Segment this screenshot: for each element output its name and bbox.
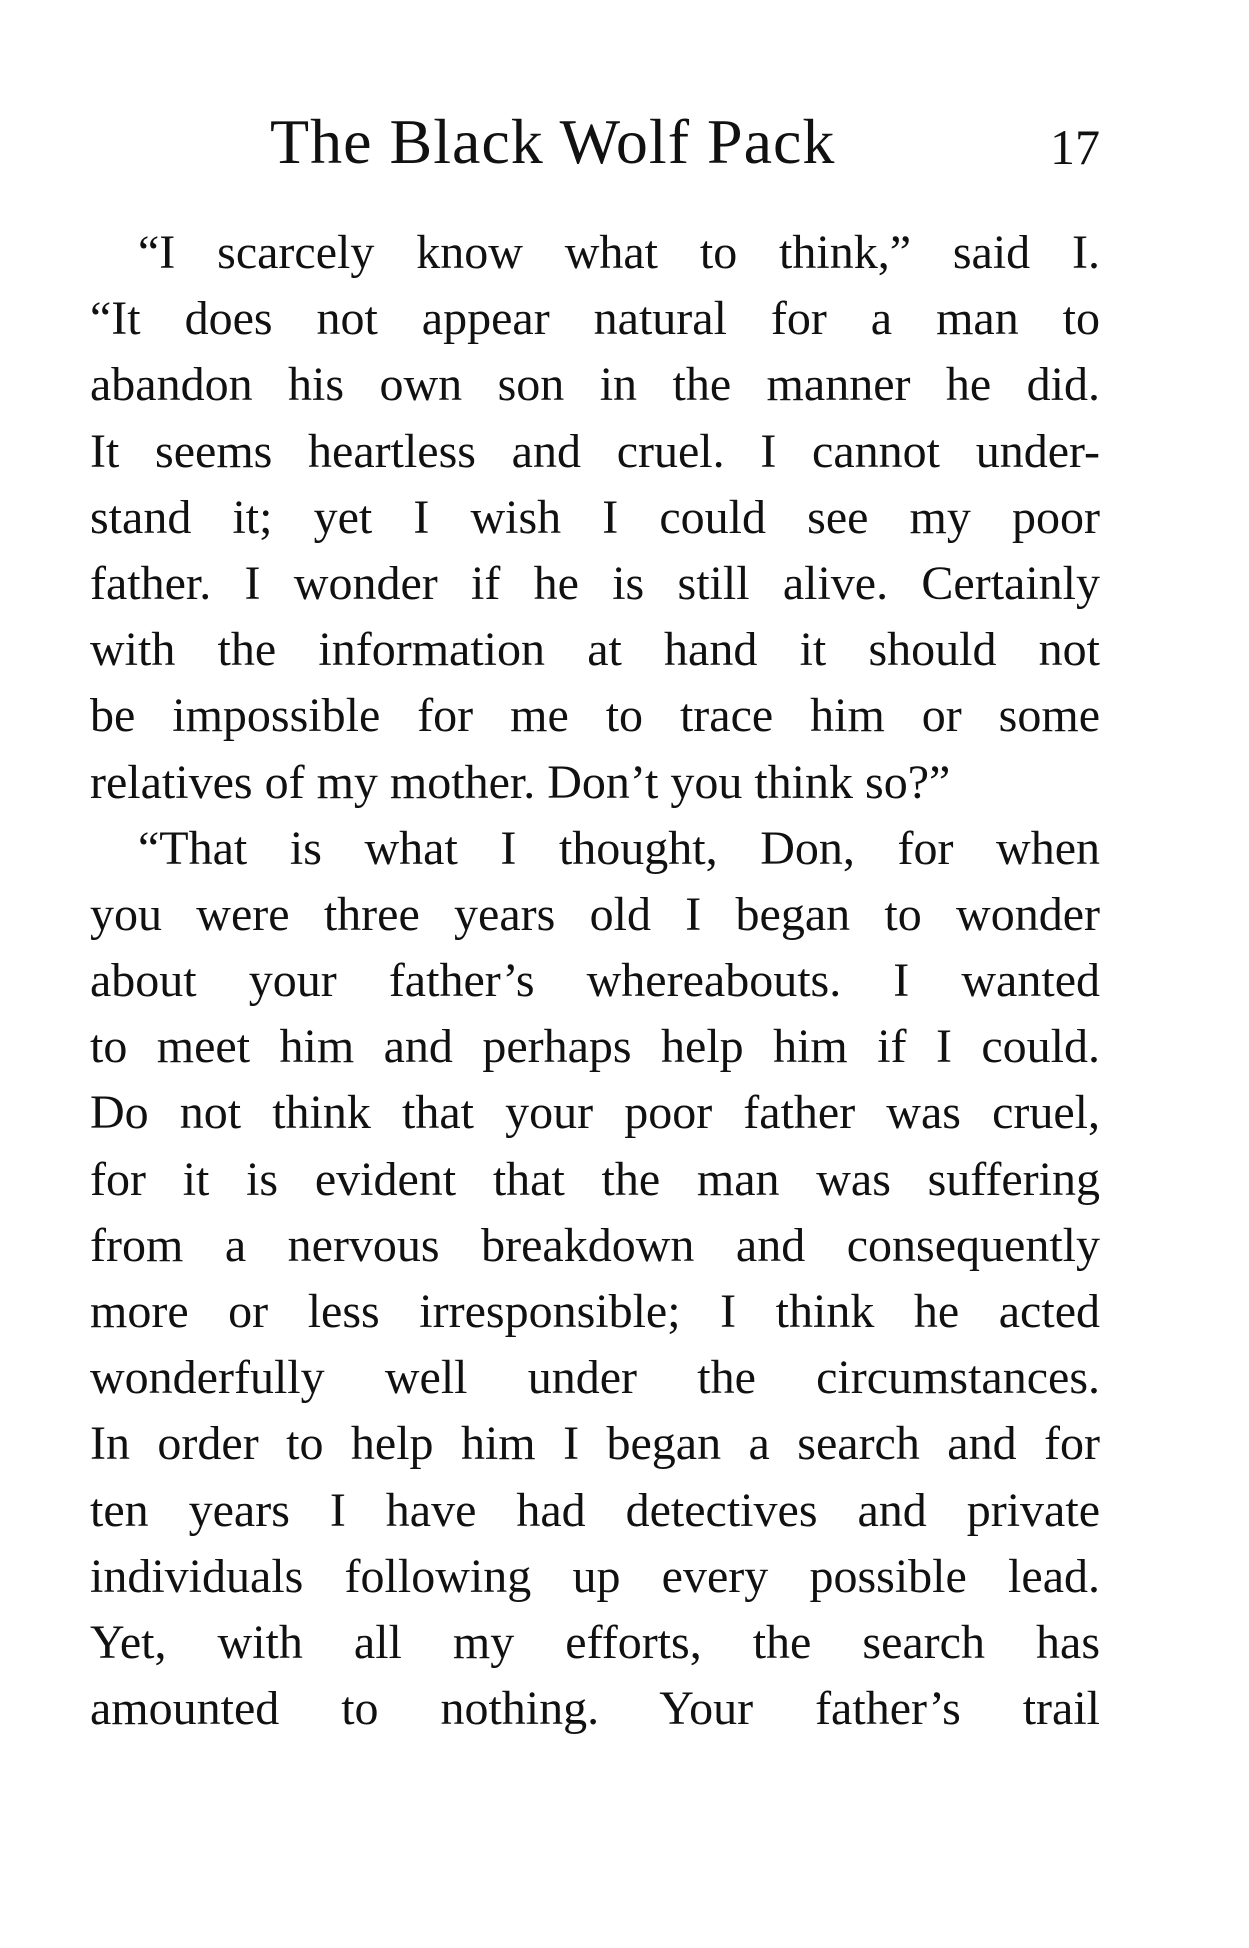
- text-line: In order to help him I began a search and for: [90, 1417, 1100, 1471]
- text-line: stand it; yet I wish I could see my poor: [90, 490, 1100, 544]
- text-line: “I scarcely know what to think,” said I.: [138, 226, 1100, 279]
- text-line: you were three years old I began to wonder: [90, 887, 1100, 941]
- text-line: Yet, with all my efforts, the search has: [90, 1615, 1100, 1669]
- text-line: amounted to nothing. Your father’s trail: [90, 1682, 1100, 1736]
- text-line: for it is evident that the man was suffering: [90, 1152, 1100, 1206]
- text-line: relatives of my mother. Don’t you think so?”: [90, 755, 951, 809]
- text-line: Do not think that your poor father was cruel,: [90, 1086, 1100, 1140]
- running-title: The Black Wolf Pack: [270, 106, 836, 177]
- text-line: abandon his own son in the manner he did.: [90, 358, 1100, 412]
- body-text: [90, 220, 1100, 1742]
- text-line: about your father’s whereabouts. I wanted: [90, 954, 1100, 1008]
- text-line: “That is what I thought, Don, for when: [138, 821, 1100, 875]
- text-line: individuals following up every possible lead.: [90, 1549, 1100, 1603]
- text-line: more or less irresponsible; I think he acted: [90, 1285, 1100, 1338]
- text-line: It seems heartless and cruel. I cannot under-: [90, 424, 1100, 478]
- text-line: wonderfully well under the circumstances.: [90, 1351, 1100, 1405]
- text-line: to meet him and perhaps help him if I could.: [90, 1020, 1100, 1074]
- text-line: father. I wonder if he is still alive. Certainly: [90, 556, 1100, 610]
- text-line: from a nervous breakdown and consequently: [90, 1218, 1100, 1272]
- text-line: “It does not appear natural for a man to: [90, 292, 1100, 346]
- text-line: with the information at hand it should not: [90, 623, 1100, 677]
- text-line: ten years I have had detectives and private: [90, 1483, 1100, 1537]
- page-number: 17: [1050, 119, 1100, 175]
- running-head: [90, 102, 1100, 182]
- text-line: be impossible for me to trace him or some: [90, 689, 1100, 743]
